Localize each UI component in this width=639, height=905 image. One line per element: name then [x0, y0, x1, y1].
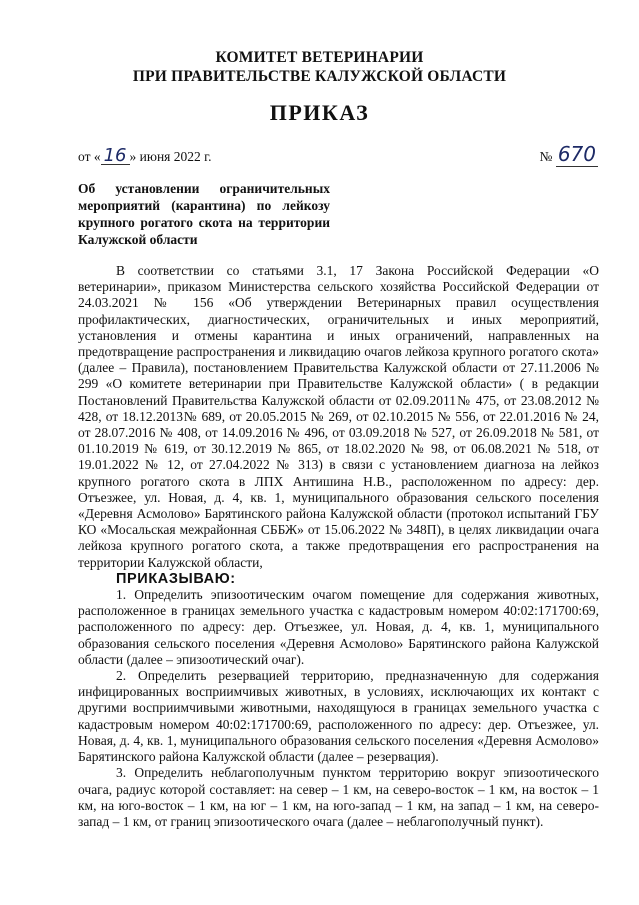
document-header: [0, 48, 639, 126]
order-item-3: 3. Определить неблагополучным пунктом территорию вокруг эпизоотического очага, радиус которой составляет: на север – 1 км, на северо-восток – 1 км, на восток – 1 км, на юго-восток – 1 км, на юг – 1 км, на юго-запад – 1 км, на запад – 1 км, на северо-запад – 1 км, от границ эпизоотического очага (далее – неблагополучный пункт).: [78, 765, 599, 829]
order-heading: ПРИКАЗЫВАЮ:: [116, 570, 236, 587]
date-suffix: » июня 2022 г.: [129, 149, 212, 164]
document-subject: Об установлении ограничительных мероприятий (карантина) по лейкозу крупного рогатого скота на территории Калужской области: [78, 181, 330, 247]
order-item-1: 1. Определить эпизоотическим очагом помещение для содержания животных, расположенное в границах земельного участка с кадастровым номером 40:02:171700:69, расположенного по адресу: дер. Отъезжее, ул. Новая, д. 4, кв. 1, муниципального образования сельского поселения «Деревня Асмолово» Барятинского района Калужской области (далее – эпизоотический очаг).: [78, 587, 599, 667]
handwritten-day: 16: [101, 148, 130, 165]
document-body: [78, 263, 599, 830]
document-type-title: ПРИКАЗ: [269, 100, 370, 125]
document-date: [78, 145, 212, 166]
number-sign: №: [539, 149, 553, 164]
handwritten-number: 670: [557, 142, 596, 166]
date-prefix: от «: [78, 149, 101, 164]
org-name-line2: ПРИ ПРАВИТЕЛЬСТВЕ КАЛУЖСКОЙ ОБЛАСТИ: [132, 68, 507, 85]
document-number: [540, 142, 598, 167]
org-name-line1: КОМИТЕТ ВЕТЕРИНАРИИ: [215, 49, 424, 66]
preamble-paragraph: В соответствии со статьями 3.1, 17 Закона Российской Федерации «О ветеринарии», приказом Министерства сельского хозяйства Российской Федерации от 24.03.2021 № 156 «Об утверждении Ветеринарных правил осуществления профилактических, диагностических, ограничительных и иных мероприятий, установления и отмены карантина и иных ограничений, направленных на предотвращение распространения и ликвидацию очагов лейкоза крупного рогатого скота» (далее – Правила), постановлением Правительства Калужской области от 27.11.2006 № 299 «О комитете ветеринарии при Правительстве Калужской области» ( в редакции Постановлений Правительства Калужской области от 02.09.2011№ 475, от 23.08.2012 № 428, от 18.12.2013№ 689, от 20.05.2015 № 269, от 02.10.2015 № 556, от 22.01.2016 № 24, от 28.07.2016 № 408, от 14.09.2016 № 496, от 03.09.2018 № 527, от 26.09.2018 № 581, от 01.10.2019 № 619, от 30.12.2019 № 865, от 18.02.2020 № 98, от 06.08.2021 № 518, от 19.01.2022 № 12, от 27.04.2022 № 313) в связи с установлением диагноза на лейкоз крупного рогатого скота в ЛПХ Антишина Н.В., расположенном по адресу: дер. Отъезжее, ул. Новая, д. 4, кв. 1, муниципального образования сельского поселения «Деревня Асмолово» Барятинского района Калужской области (протокол испытаний ГБУ КО «Мосальская межрайонная СББЖ» от 15.06.2022 № 348П), в целях ликвидации очага лейкоза крупного рогатого скота, а также предотвращения его распространения на территории Калужской области,: [78, 263, 599, 570]
order-item-2: 2. Определить резервацией территорию, предназначенную для содержания инфицированных восприимчивых животных, в условиях, исключающих их контакт с другими восприимчивыми животными, находящуюся в границах земельного участка с кадастровым номером 40:02:171700:69, расположенного по адресу: дер. Отъезжее, ул. Новая, д. 4, кв. 1, муниципального образования сельского поселения «Деревня Асмолово» Барятинского района Калужской области (далее – резервация).: [78, 668, 599, 765]
